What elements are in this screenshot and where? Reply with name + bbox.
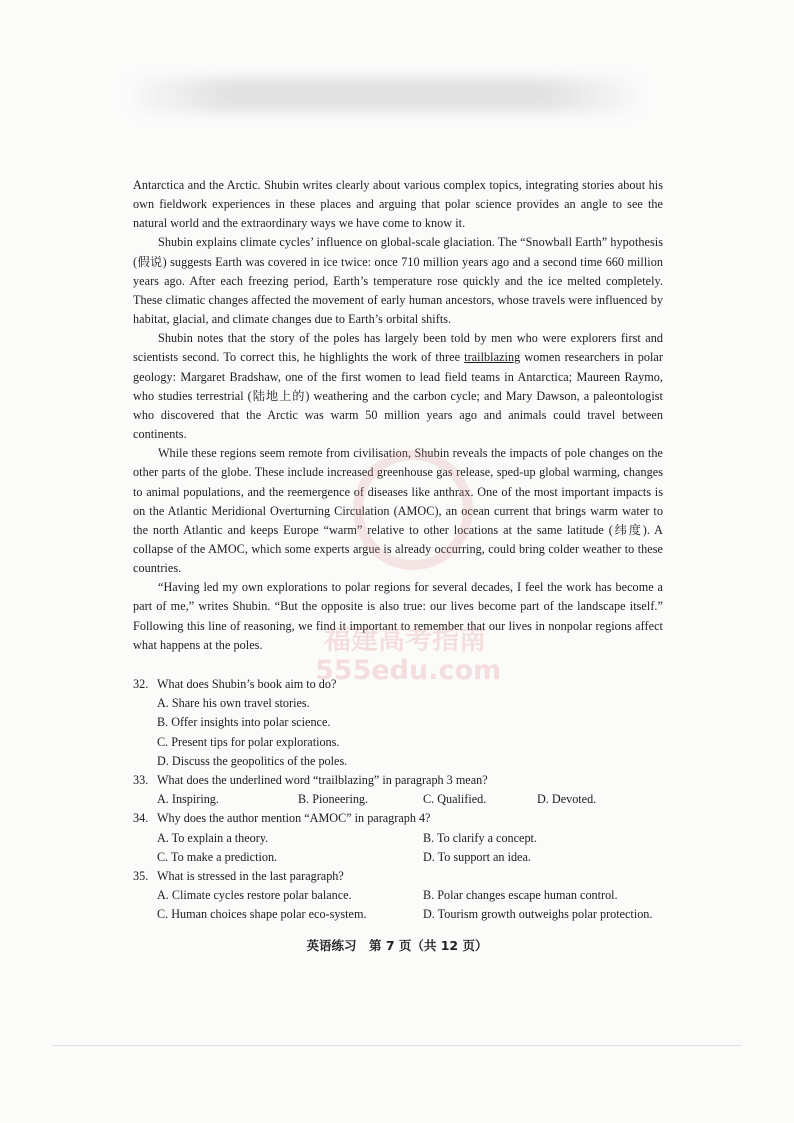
paragraph-3-end: women researchers in polar geology: Margaret Bradshaw, one of the first women to lead field teams in Antarctica; Maureen Raymo, who studies terrestrial (陆地上的) weathering and the carbon cycle; and Mary Dawson, a paleontologist who discovered that the Arctic was warm 50 million years ago and animals could travel between continents. bbox=[133, 350, 663, 442]
option-d[interactable]: D. Discuss the geopolitics of the poles. bbox=[157, 753, 348, 768]
question-32 bbox=[133, 675, 663, 771]
option-c[interactable]: C. Present tips for polar explorations. bbox=[157, 734, 340, 749]
question-stem: What is stressed in the last paragraph? bbox=[157, 869, 344, 884]
option-d[interactable]: D. To support an idea. bbox=[423, 849, 531, 864]
question-number: 34. bbox=[133, 811, 149, 826]
option-c[interactable]: C. Human choices shape polar eco-system. bbox=[157, 907, 367, 922]
question-35 bbox=[133, 867, 663, 925]
watermark-line-1: 福建高考指南 bbox=[324, 625, 486, 656]
page-footer: 英语练习 第 7 页（共 12 页） bbox=[306, 938, 488, 953]
option-a[interactable]: A. Inspiring. bbox=[157, 792, 219, 807]
question-list bbox=[133, 675, 663, 925]
option-a[interactable]: A. Climate cycles restore polar balance. bbox=[157, 888, 352, 903]
option-c[interactable]: C. Qualified. bbox=[423, 792, 487, 807]
option-b[interactable]: B. Pioneering. bbox=[298, 792, 369, 807]
question-stem: Why does the author mention “AMOC” in paragraph 4? bbox=[157, 811, 431, 826]
paragraph-1: Antarctica and the Arctic. Shubin writes clearly about various complex topics, integrating stories about his own fieldwork experiences in these places and arguing that polar science provides an angle to see the natural world and the extraordinary ways we have come to know it. bbox=[133, 178, 663, 231]
option-b[interactable]: B. To clarify a concept. bbox=[423, 830, 537, 845]
question-stem: What does Shubin’s book aim to do? bbox=[157, 677, 337, 691]
option-b[interactable]: B. Polar changes escape human control. bbox=[423, 888, 618, 903]
paragraph-4: While these regions seem remote from civilisation, Shubin reveals the impacts of pole changes on the other parts of the globe. These include increased greenhouse gas release, sped-up global warming, changes to animal populations, and the reemergence of diseases like anthrax. One of the most important impacts is on the Atlantic Meridional Overturning Circulation (AMOC), an ocean current that brings warm water to the north Atlantic and keeps Europe “warm” relative to other locations at the same latitude (纬度). A collapse of the AMOC, which some experts argue is already occurring, could bring colder weather to these countries. bbox=[133, 446, 663, 576]
question-34 bbox=[133, 809, 663, 867]
option-b[interactable]: B. Offer insights into polar science. bbox=[157, 715, 331, 730]
blurred-header bbox=[125, 78, 645, 112]
question-stem: What does the underlined word “trailblazing” in paragraph 3 mean? bbox=[157, 773, 488, 788]
option-c[interactable]: C. To make a prediction. bbox=[157, 849, 278, 864]
paragraph-3 bbox=[133, 329, 663, 444]
question-number: 33. bbox=[133, 773, 149, 788]
reading-passage bbox=[133, 176, 663, 655]
option-a[interactable]: A. To explain a theory. bbox=[157, 830, 269, 845]
underlined-word: trailblazing bbox=[464, 350, 521, 365]
paragraph-2: Shubin explains climate cycles’ influence on global-scale glaciation. The “Snowball Earth” hypothesis (假说) suggests Earth was covered in ice twice: once 710 million years ago and a second time 660 million years ago. After each freezing period, Earth’s temperature rose quickly and the ice melted completely. These climatic changes affected the movement of early human ancestors, whose travels were influenced by habitat, glacial, and climate changes due to Earth’s orbital shifts. bbox=[133, 235, 663, 327]
paragraph-5: “Having led my own explorations to polar regions for several decades, I feel the work has become a part of me,” writes Shubin. “But the opposite is also true: our lives become part of the landscape itself.” Following this line of reasoning, we find it important to remember that our lives in nonpolar regions affect what happens at the poles. bbox=[133, 580, 663, 652]
option-d[interactable]: D. Tourism growth outweighs polar protection. bbox=[423, 907, 653, 922]
option-d[interactable]: D. Devoted. bbox=[537, 792, 597, 807]
option-a[interactable]: A. Share his own travel stories. bbox=[157, 696, 310, 711]
question-number: 32. bbox=[133, 677, 149, 691]
divider bbox=[52, 1045, 742, 1046]
question-number: 35. bbox=[133, 869, 149, 884]
watermark-line-2: 555edu.com bbox=[315, 655, 502, 686]
paragraph-3-start: Shubin notes that the story of the poles has largely been told by men who were explorers first and scientists second. To correct this, he highlights the work of three bbox=[133, 331, 663, 365]
question-33 bbox=[133, 771, 663, 809]
